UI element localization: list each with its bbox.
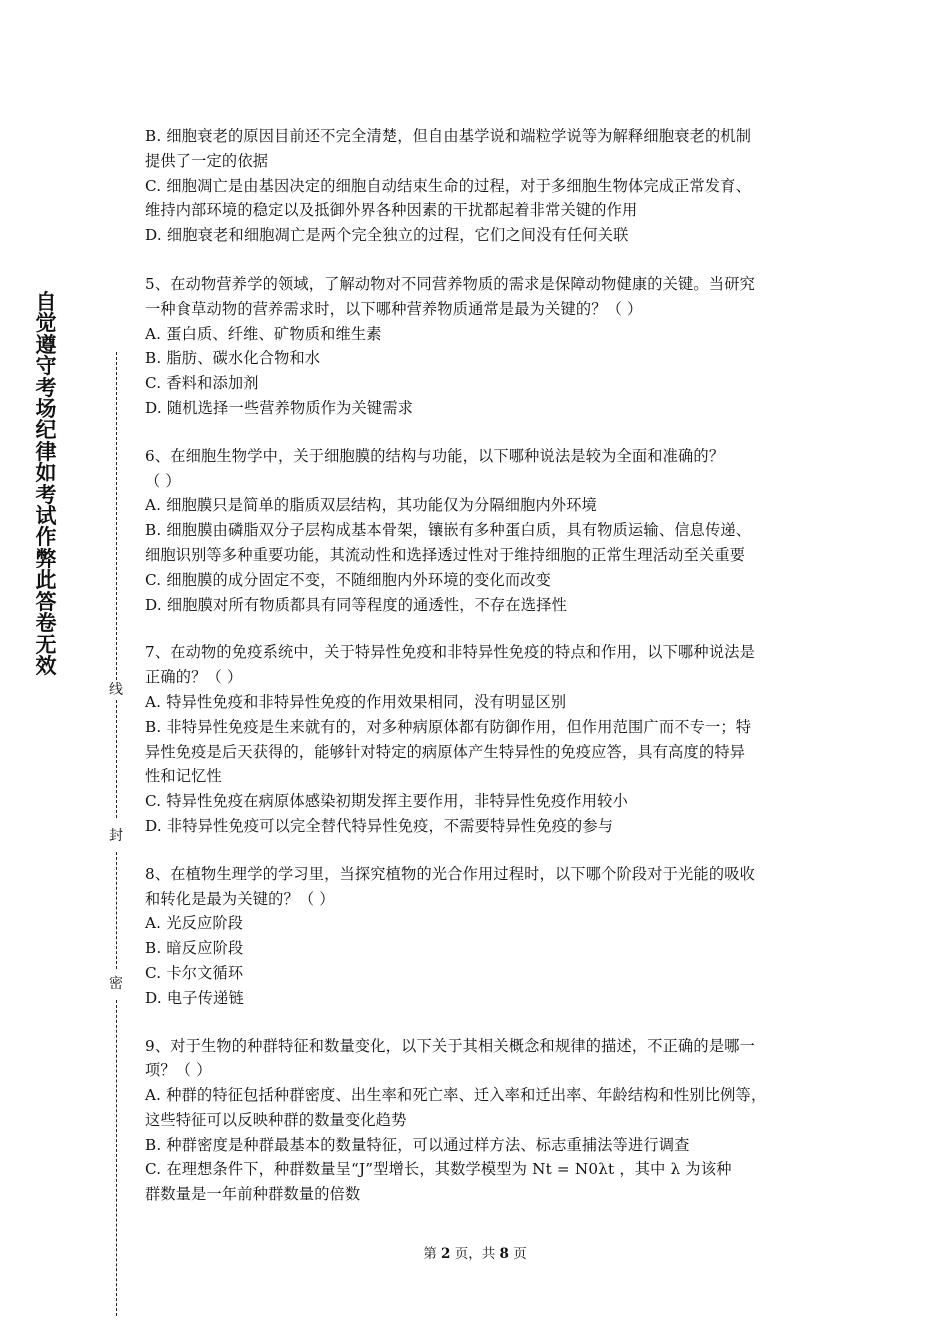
question-text-line: （ ） xyxy=(145,471,181,490)
exam-warning-vertical xyxy=(28,292,64,677)
warning-char: 纪 xyxy=(35,418,57,443)
question-text-line: A. 光反应阶段 xyxy=(145,914,244,933)
warning-char: 作 xyxy=(35,525,57,550)
warning-char: 试 xyxy=(35,504,57,529)
warning-char: 场 xyxy=(35,397,57,422)
question-text-line: D. 细胞衰老和细胞凋亡是两个完全独立的过程，它们之间没有任何关联 xyxy=(145,226,629,245)
warning-char: 如 xyxy=(35,461,57,486)
question-text-line: A. 蛋白质、纤维、矿物质和维生素 xyxy=(145,324,382,343)
question-text-line: C. 香料和添加剂 xyxy=(145,374,259,393)
footer-middle: 页，共 xyxy=(450,1246,500,1262)
question-text-line: D. 非特异性免疫可以完全替代特异性免疫，不需要特异性免疫的参与 xyxy=(145,816,614,835)
question-block-q6 xyxy=(145,444,813,618)
question-text-line: B. 脂肪、碳水化合物和水 xyxy=(145,349,321,368)
warning-char: 卷 xyxy=(35,611,57,636)
binding-dashed-line-lower xyxy=(116,852,117,969)
question-text-line: 项？（ ） xyxy=(145,1061,212,1080)
footer-page-number: 2 xyxy=(441,1246,451,1262)
question-text-line: 5、在动物营养学的领域，了解动物对不同营养物质的需求是保障动物健康的关键。当研究 xyxy=(145,274,755,293)
question-text-line: 性和记忆性 xyxy=(145,767,222,786)
question-text-line: 正确的？（ ） xyxy=(145,668,243,687)
question-text-line: 提供了一定的依据 xyxy=(145,151,269,170)
question-block-q4-cont xyxy=(145,124,813,248)
question-text-line: A. 种群的特征包括种群密度、出生率和死亡率、迁入率和迁出率、年龄结构和性别比例等， xyxy=(145,1086,767,1105)
warning-char: 此 xyxy=(35,568,57,593)
question-block-q5 xyxy=(145,272,813,421)
question-text-line: 6、在细胞生物学中，关于细胞膜的结构与功能，以下哪种说法是较为全面和准确的？ xyxy=(145,446,725,465)
binding-dashed-line-bottom xyxy=(116,1000,117,1316)
seal-label-secret: 密 xyxy=(104,975,128,993)
question-text-line: 异性免疫是后天获得的，能够针对特定的病原体产生特异性的免疫应答，具有高度的特异 xyxy=(145,742,746,761)
question-text-line: D. 随机选择一些营养物质作为关键需求 xyxy=(145,398,414,417)
question-text-line: 9、对于生物的种群特征和数量变化，以下关于其相关概念和规律的描述，不正确的是哪一 xyxy=(145,1036,755,1055)
question-text-line: 这些特征可以反映种群的数量变化趋势 xyxy=(145,1110,407,1129)
question-text-line: B. 非特异性免疫是生来就有的，对多种病原体都有防御作用，但作用范围广而不专一；特 xyxy=(145,717,752,736)
question-text-line: B. 种群密度是种群最基本的数量特征，可以通过样方法、标志重捕法等进行调查 xyxy=(145,1135,690,1154)
warning-char: 考 xyxy=(35,482,57,507)
binding-dashed-line-middle xyxy=(116,700,117,818)
warning-char: 答 xyxy=(35,589,57,614)
question-block-q9 xyxy=(145,1034,813,1208)
question-text-line: 和转化是最为关键的？（ ） xyxy=(145,889,335,908)
question-text-line: B. 细胞衰老的原因目前还不完全清楚，但自由基学说和端粒学说等为解释细胞衰老的机制 xyxy=(145,127,752,145)
question-text-line: A. 细胞膜只是简单的脂质双层结构，其功能仅为分隔细胞内外环境 xyxy=(145,496,598,515)
page-footer xyxy=(0,1244,950,1264)
warning-char: 遵 xyxy=(35,332,57,357)
footer-prefix: 第 xyxy=(423,1246,442,1262)
warning-char: 觉 xyxy=(35,311,57,336)
question-text-line: 细胞识别等多种重要功能，其流动性和选择透过性对于维持细胞的正常生理活动至关重要 xyxy=(145,545,746,564)
seal-label-line: 线 xyxy=(104,681,128,699)
warning-char: 自 xyxy=(35,290,57,314)
warning-char: 弊 xyxy=(35,546,57,571)
question-text-line: B. 暗反应阶段 xyxy=(145,939,244,958)
question-block-q7 xyxy=(145,640,813,838)
question-text-line: 8、在植物生理学的学习里，当探究植物的光合作用过程时，以下哪个阶段对于光能的吸收 xyxy=(145,864,755,883)
question-text-line: B. 细胞膜由磷脂双分子层构成基本骨架，镶嵌有多种蛋白质，具有物质运输、信息传递、 xyxy=(145,521,752,540)
question-text-line: C. 细胞凋亡是由基因决定的细胞自动结束生命的过程，对于多细胞生物体完成正常发育、 xyxy=(145,176,752,195)
question-text-line: C. 在理想条件下，种群数量呈“J”型增长，其数学模型为 Nt = N0λt ，其中 λ 为该种 xyxy=(145,1160,732,1179)
question-text-line: 群数量是一年前种群数量的倍数 xyxy=(145,1185,361,1204)
warning-char: 律 xyxy=(35,439,57,464)
question-text-line: C. 卡尔文循环 xyxy=(145,963,244,982)
question-text-line: 7、在动物的免疫系统中，关于特异性免疫和非特异性免疫的特点和作用，以下哪种说法是 xyxy=(145,643,755,662)
exam-content xyxy=(145,124,813,1230)
warning-char: 效 xyxy=(35,653,57,678)
footer-total-pages: 8 xyxy=(499,1246,509,1262)
question-text-line: 一种食草动物的营养需求时，以下哪种营养物质通常是最为关键的？（ ） xyxy=(145,299,643,318)
question-text-line: C. 特异性免疫在病原体感染初期发挥主要作用，非特异性免疫作用较小 xyxy=(145,792,628,811)
footer-suffix: 页 xyxy=(508,1246,527,1262)
question-text-line: C. 细胞膜的成分固定不变，不随细胞内外环境的变化而改变 xyxy=(145,570,552,589)
question-block-q8 xyxy=(145,862,813,1011)
binding-dashed-line-top xyxy=(116,352,117,680)
warning-char: 无 xyxy=(35,632,57,657)
seal-label-seal: 封 xyxy=(104,827,128,845)
question-text-line: D. 电子传递链 xyxy=(145,988,244,1007)
warning-char: 守 xyxy=(35,354,57,379)
warning-char: 考 xyxy=(35,375,57,400)
question-text-line: A. 特异性免疫和非特异性免疫的作用效果相同，没有明显区别 xyxy=(145,692,567,711)
question-text-line: 维持内部环境的稳定以及抵御外界各种因素的干扰都起着非常关键的作用 xyxy=(145,201,638,220)
question-text-line: D. 细胞膜对所有物质都具有同等程度的通透性，不存在选择性 xyxy=(145,595,567,614)
